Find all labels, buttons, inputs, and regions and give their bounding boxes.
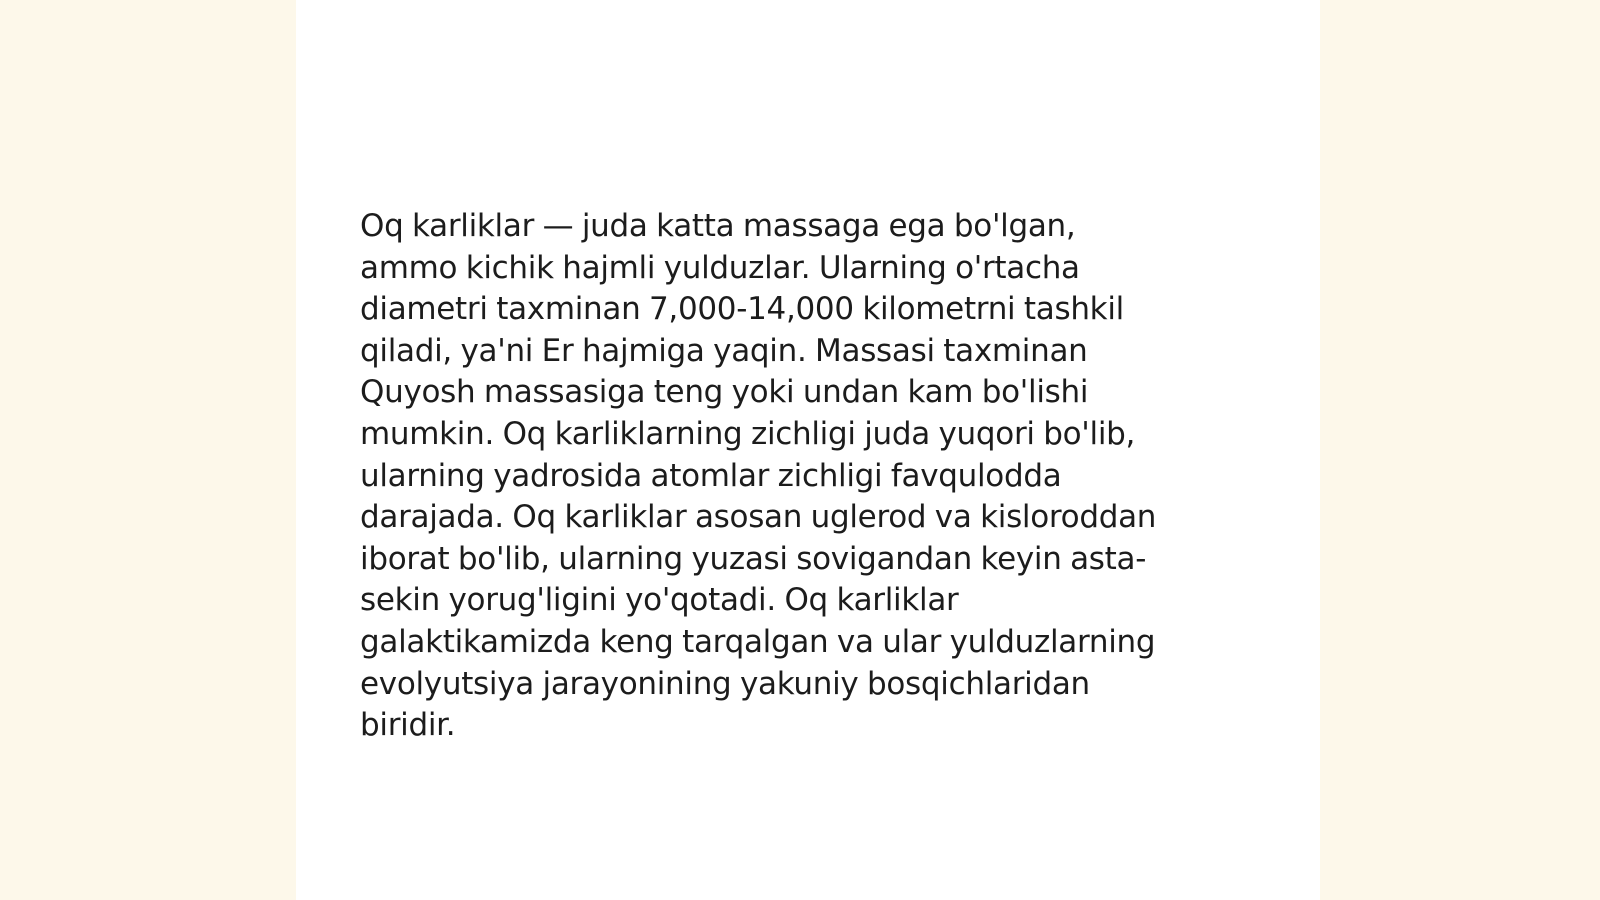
paragraph-line: qiladi, ya'ni Er hajmiga yaqin. Massasi taxminan xyxy=(360,332,1088,369)
paragraph-line: mumkin. Oq karliklarning zichligi juda yuqori bo'lib, xyxy=(360,415,1136,452)
paragraph-line: galaktikamizda keng tarqalgan va ular yulduzlarning xyxy=(360,623,1156,660)
paragraph-line: sekin yorug'ligini yo'qotadi. Oq karliklar xyxy=(360,582,959,619)
document-page xyxy=(296,0,1320,900)
paragraph-line: Quyosh massasiga teng yoki undan kam bo'lishi xyxy=(360,374,1089,411)
paragraph-line: biridir. xyxy=(360,707,456,744)
paragraph-line: ularning yadrosida atomlar zichligi favqulodda xyxy=(360,457,1062,494)
paragraph-line: darajada. Oq karliklar asosan uglerod va kisloroddan xyxy=(360,499,1157,536)
body-paragraph xyxy=(360,206,1240,747)
paragraph-line: diametri taxminan 7,000-14,000 kilometrni tashkil xyxy=(360,291,1124,328)
paragraph-line: Oq karliklar — juda katta massaga ega bo'lgan, xyxy=(360,208,1076,244)
paragraph-line: ammo kichik hajmli yulduzlar. Ularning o'rtacha xyxy=(360,249,1080,286)
paragraph-line: evolyutsiya jarayonining yakuniy bosqichlaridan xyxy=(360,665,1090,702)
paragraph-line: iborat bo'lib, ularning yuzasi sovigandan keyin asta- xyxy=(360,540,1147,577)
